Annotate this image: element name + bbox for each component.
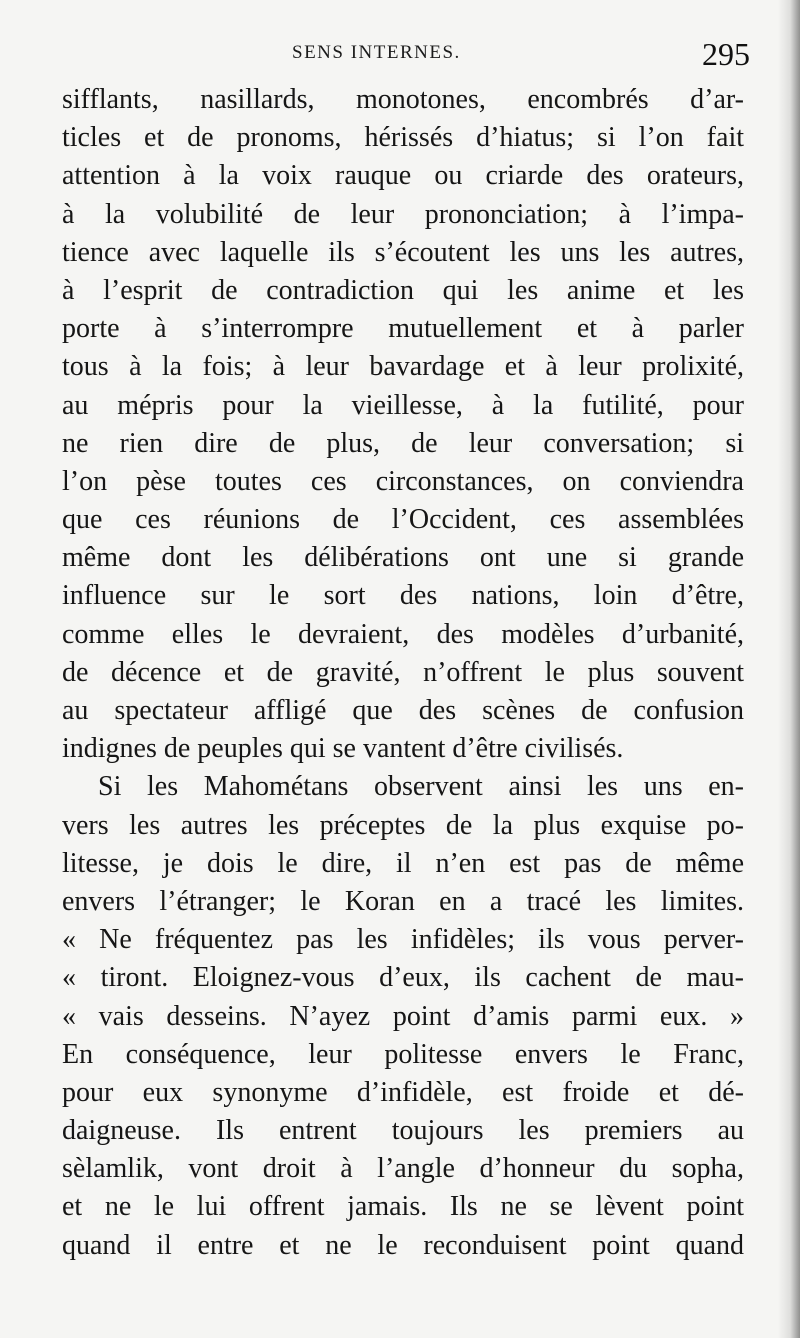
- page-number: 295: [702, 36, 750, 72]
- text-line: daigneuse. Ils entrent toujours les premiers au: [62, 1115, 744, 1147]
- text-line: En conséquence, leur politesse envers le Franc,: [62, 1038, 744, 1070]
- text-line: attention à la voix rauque ou criarde des orateurs,: [62, 160, 744, 192]
- text-line: Si les Mahométans observent ainsi les uns en-: [98, 771, 744, 803]
- body-text: [62, 81, 744, 1265]
- text-line: « vais desseins. N’ayez point d’amis parmi eux. »: [62, 1000, 744, 1032]
- running-head: SENS INTERNES.: [292, 42, 461, 63]
- text-line: pour eux synonyme d’infidèle, est froide et dé-: [62, 1076, 744, 1108]
- text-line: envers l’étranger; le Koran en a tracé les limites.: [62, 885, 744, 917]
- text-line: l’on pèse toutes ces circonstances, on conviendra: [62, 465, 744, 497]
- text-line: indignes de peuples qui se vantent d’être civilisés.: [62, 733, 624, 765]
- text-line: au spectateur affligé que des scènes de confusion: [62, 695, 744, 726]
- text-line: et ne le lui offrent jamais. Ils ne se lèvent point: [62, 1191, 744, 1223]
- text-line: « Ne fréquentez pas les infidèles; ils vous perver-: [62, 924, 744, 956]
- text-line: vers les autres les préceptes de la plus exquise po-: [62, 809, 744, 841]
- text-line: « tiront. Eloignez-vous d’eux, ils cachent de mau-: [62, 962, 744, 994]
- page-edge-shadow: [778, 0, 800, 1338]
- text-line: sifflants, nasillards, monotones, encombrés d’ar-: [62, 84, 744, 115]
- text-line: sèlamlik, vont droit à l’angle d’honneur du sopha,: [62, 1153, 744, 1185]
- text-line: quand il entre et ne le reconduisent point quand: [62, 1229, 744, 1261]
- text-line: porte à s’interrompre mutuellement et à parler: [62, 313, 744, 345]
- text-line: même dont les délibérations ont une si grande: [62, 542, 744, 574]
- text-line: comme elles le devraient, des modèles d’urbanité,: [62, 618, 744, 650]
- text-line: ne rien dire de plus, de leur conversation; si: [62, 427, 744, 459]
- text-line: litesse, je dois le dire, il n’en est pas de même: [62, 847, 744, 879]
- page-header: [60, 36, 750, 76]
- text-line: de décence et de gravité, n’offrent le plus souvent: [62, 656, 744, 688]
- text-line: à la volubilité de leur prononciation; à l’impa-: [62, 198, 744, 230]
- text-line: au mépris pour la vieillesse, à la futilité, pour: [62, 389, 744, 421]
- text-line: ticles et de pronoms, hérissés d’hiatus; si l’on fait: [62, 122, 744, 154]
- text-line: influence sur le sort des nations, loin d’être,: [62, 580, 744, 612]
- text-line: tience avec laquelle ils s’écoutent les uns les autres,: [62, 236, 744, 268]
- text-line: que ces réunions de l’Occident, ces assemblées: [62, 504, 744, 536]
- text-line: tous à la fois; à leur bavardage et à leur prolixité,: [62, 351, 744, 383]
- text-line: à l’esprit de contradiction qui les anime et les: [62, 274, 744, 306]
